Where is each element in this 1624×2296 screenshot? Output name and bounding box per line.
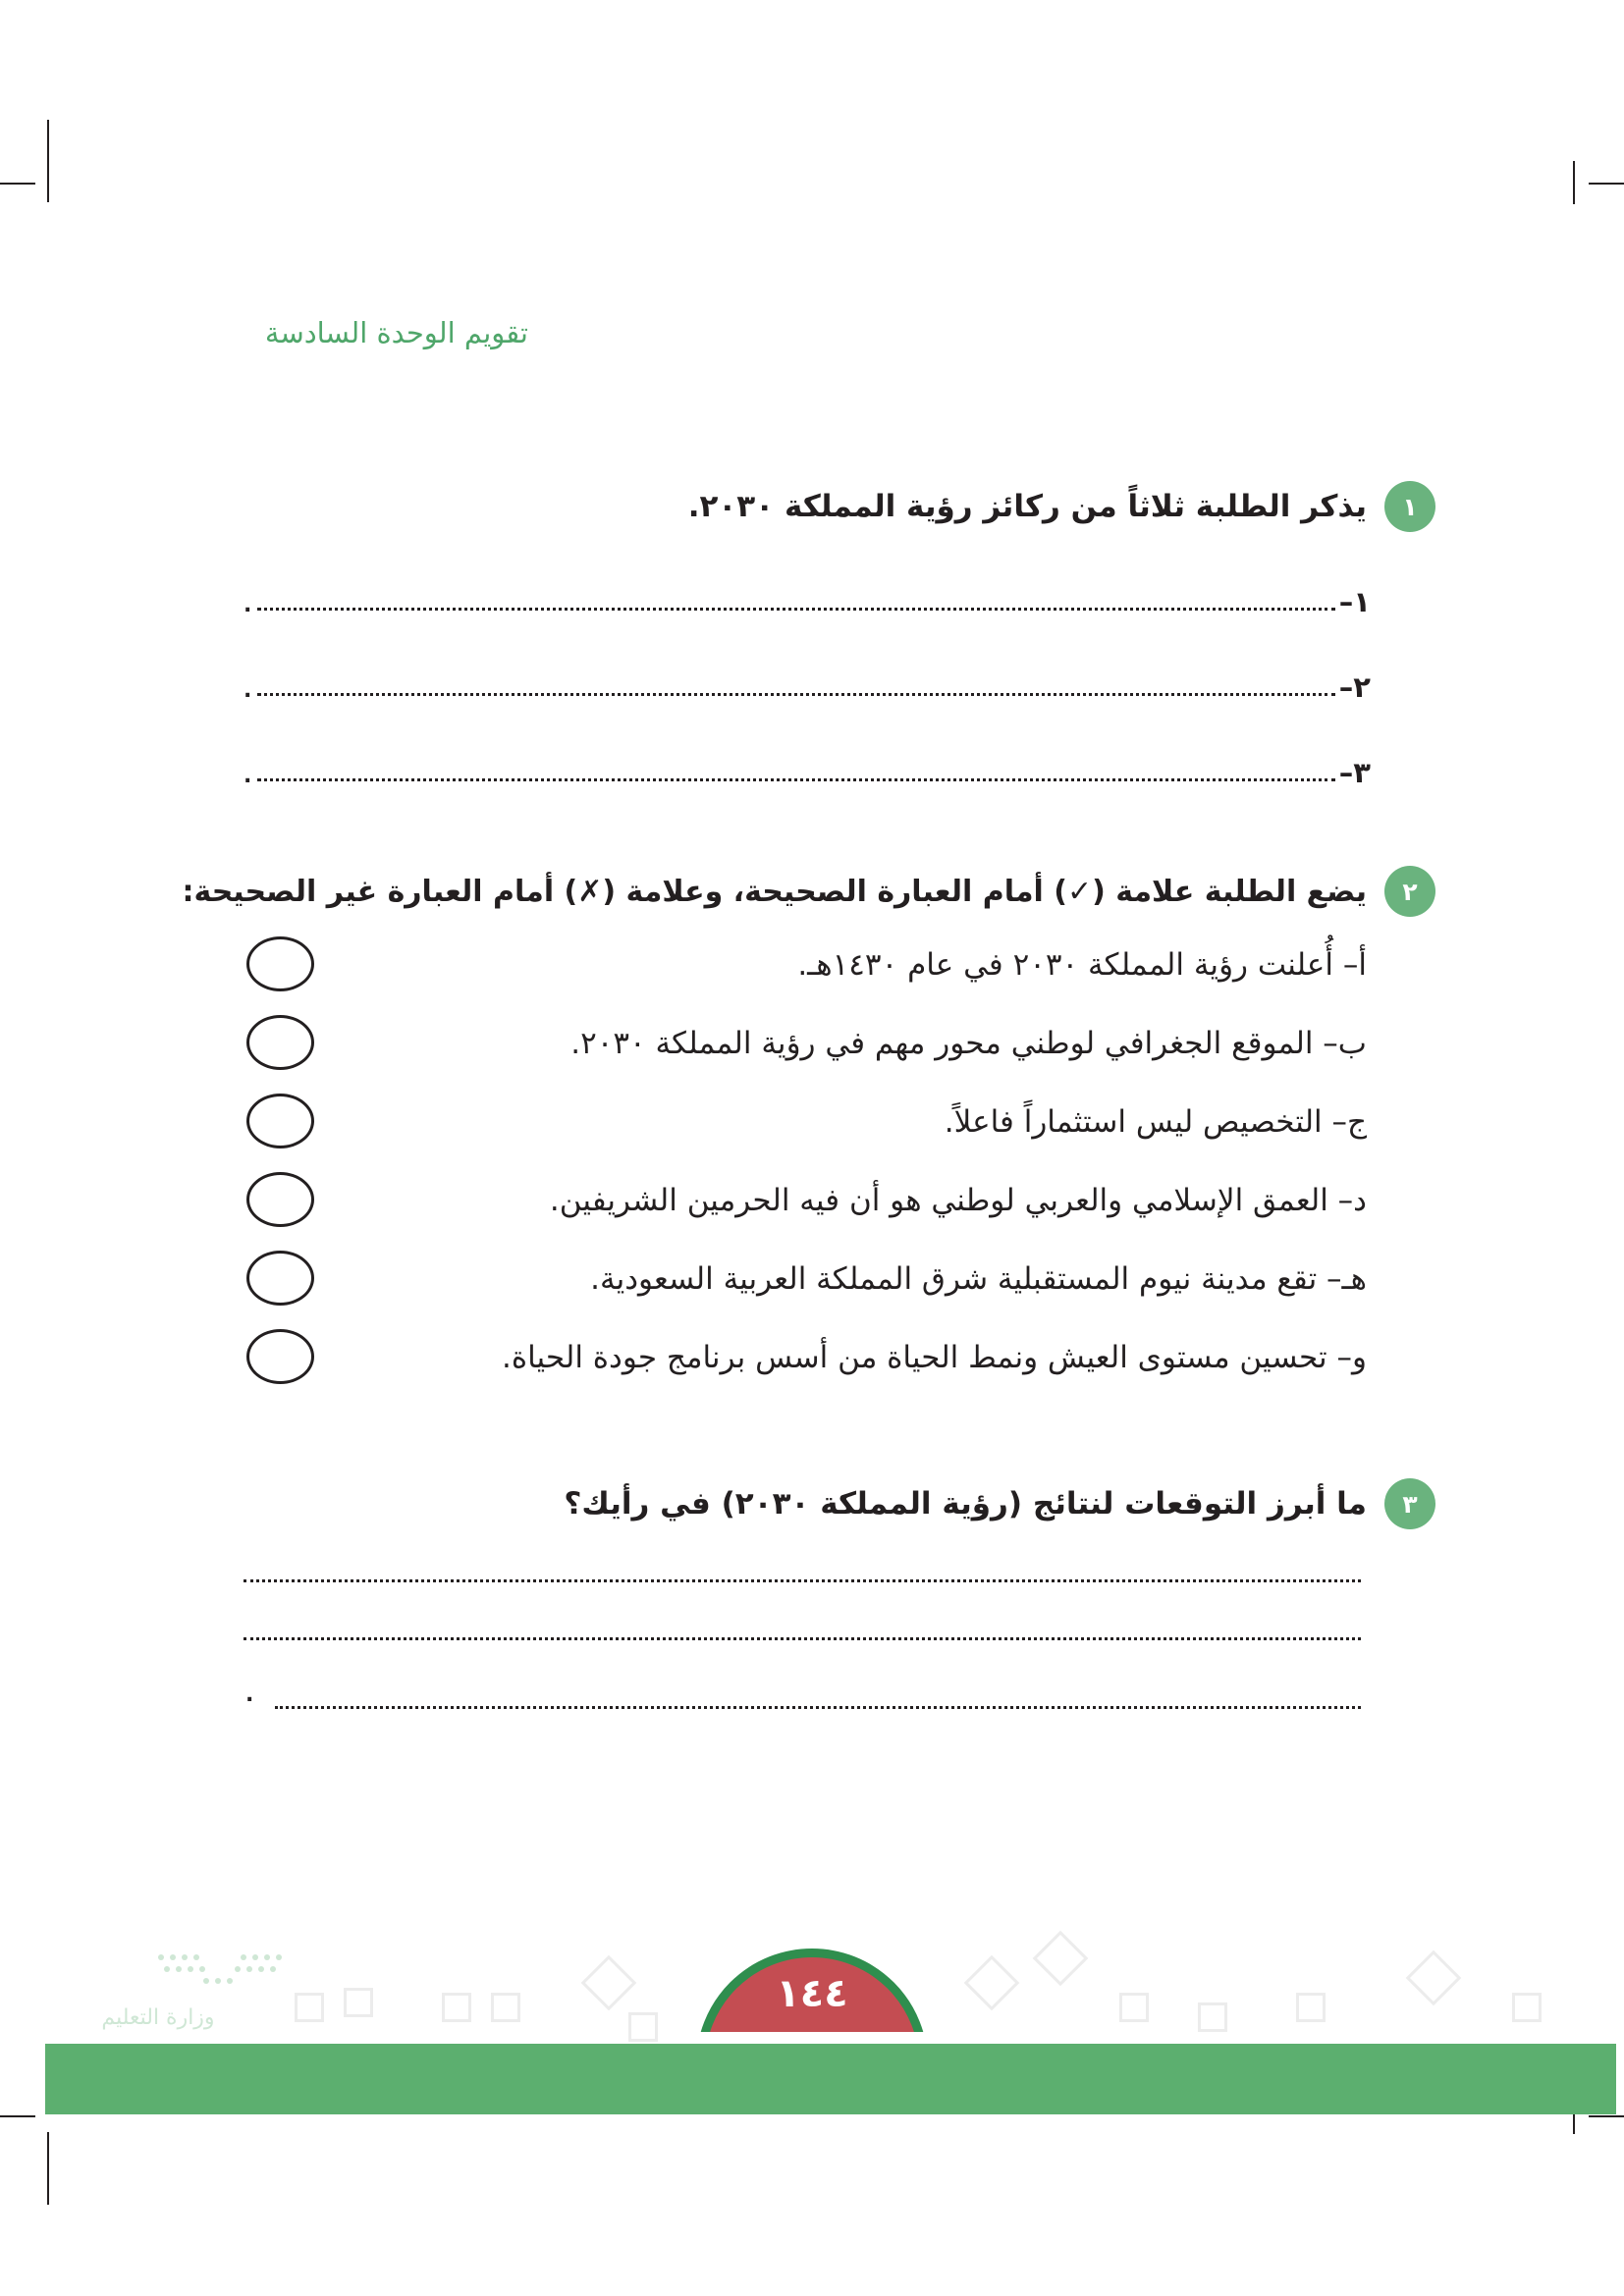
answer-line-label: ٣– [1338,756,1371,789]
crop-mark [1589,183,1624,185]
answer-line[interactable] [275,1706,1361,1709]
question-text: ما أبرز التوقعات لنتائج (رؤية المملكة ٢٠٣٠) في رأيك؟ [564,1486,1367,1522]
answer-line-dots [257,608,1334,611]
statement-f: و– تحسين مستوى العيش ونمط الحياة من أسس برنامج جودة الحياة. [501,1340,1367,1375]
crop-mark [0,2115,35,2117]
statement-e: هـ– تقع مدينة نيوم المستقبلية شرق المملكة العربية السعودية. [590,1261,1367,1297]
answer-circle[interactable] [246,1015,314,1070]
decorative-pattern [581,1955,637,2011]
answer-line-end: . [244,764,252,788]
decorative-pattern [1198,2002,1227,2032]
decorative-pattern [628,2012,658,2042]
decorative-pattern [344,1988,373,2017]
question-number-badge: ١ [1384,481,1435,532]
decorative-pattern [1119,1993,1149,2022]
question-number-badge: ٣ [1384,1478,1435,1529]
statement-d: د– العمق الإسلامي والعربي لوطني هو أن فيه الحرمين الشريفين. [549,1183,1367,1218]
decorative-pattern [1033,1931,1089,1987]
crop-mark [47,2132,49,2205]
answer-line[interactable] [244,577,1371,616]
answer-line-label: ٢– [1338,670,1371,704]
answer-line[interactable] [244,663,1371,702]
decorative-pattern [1296,1993,1326,2022]
answer-circle[interactable] [246,1094,314,1148]
question-text: يضع الطلبة علامة (✓) أمام العبارة الصحيحة، وعلامة (✗) أمام العبارة غير الصحيحة: [182,874,1367,909]
crop-mark [47,120,49,202]
question-3 [564,1474,1435,1533]
decorative-pattern [1406,1950,1462,2006]
ministry-logo-icon [147,1949,293,1993]
decorative-pattern [442,1993,471,2022]
decorative-pattern [1512,1993,1542,2022]
crop-mark [0,183,35,185]
answer-circle[interactable] [246,1329,314,1384]
answer-line-end: . [245,1682,254,1707]
decorative-pattern [491,1993,520,2022]
answer-line[interactable] [244,748,1371,787]
decorative-pattern [964,1955,1020,2011]
answer-line-label: ١– [1338,585,1371,618]
answer-line-dots [257,778,1334,781]
answer-circle[interactable] [246,936,314,991]
answer-line[interactable] [244,1637,1361,1640]
footer-band [45,2044,1616,2114]
page-header-title: تقويم الوحدة السادسة [264,316,528,349]
statement-b: ب– الموقع الجغرافي لوطني محور مهم في رؤية المملكة ٢٠٣٠. [570,1026,1367,1061]
decorative-pattern [295,1993,324,2022]
answer-line-end: . [244,678,252,703]
answer-circle[interactable] [246,1172,314,1227]
statement-a: أ– أُعلنت رؤية المملكة ٢٠٣٠ في عام ١٤٣٠هـ. [797,947,1367,983]
answer-circle[interactable] [246,1251,314,1306]
ministry-logo-text: وزارة التعليم [101,2005,215,2030]
question-1 [688,477,1435,536]
answer-line-dots [257,693,1334,696]
crop-mark [1589,2115,1624,2117]
crop-mark [1573,161,1575,204]
answer-line[interactable] [244,1579,1361,1582]
question-text: يذكر الطلبة ثلاثاً من ركائز رؤية المملكة ٢٠٣٠. [687,489,1367,524]
question-number-badge: ٢ [1384,866,1435,917]
question-2 [183,862,1436,921]
statement-c: ج– التخصيص ليس استثماراً فاعلاً. [944,1104,1367,1140]
page-number: ١٤٤ [776,1971,848,2016]
answer-line-end: . [244,593,252,617]
